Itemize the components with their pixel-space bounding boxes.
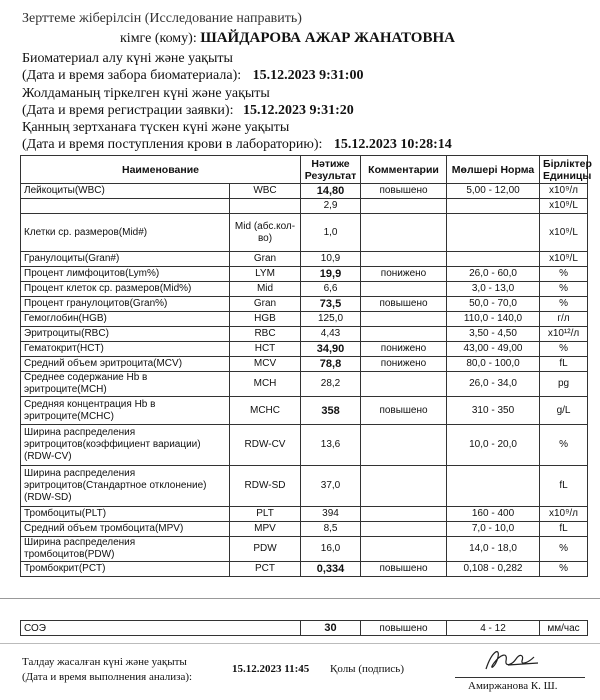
row-norm: 5,00 - 12,00 <box>447 184 540 199</box>
analysis-kz: Талдау жасалған күні және уақыты <box>22 656 187 668</box>
row-code: PLT <box>230 507 301 522</box>
row-name: Гранулоциты(Gran#) <box>21 252 230 267</box>
row-code: MCH <box>230 372 301 397</box>
lab-kz: Қанның зертханаға түскен күні және уақыты <box>22 120 290 135</box>
esr-result: 30 <box>301 621 361 636</box>
row-result: 6,6 <box>301 282 361 297</box>
signature-scribble <box>478 643 548 677</box>
row-code: Gran <box>230 297 301 312</box>
row-unit: x10⁹/L <box>540 214 588 252</box>
row-code <box>230 199 301 214</box>
row-name: Ширина распределения эритроцитов(Стандартное отклонение)(RDW-SD) <box>21 466 230 507</box>
row-comment <box>361 522 447 537</box>
table-header-row <box>21 156 588 184</box>
lab-ru: (Дата и время поступления крови в лабораторию): <box>22 137 323 152</box>
row-comment <box>361 327 447 342</box>
table-row <box>21 537 588 562</box>
table-row <box>21 297 588 312</box>
row-unit: % <box>540 267 588 282</box>
row-name: Средняя концентрация Hb в эритроците(MCHC) <box>21 397 230 425</box>
row-norm: 10,0 - 20,0 <box>447 425 540 466</box>
row-norm: 310 - 350 <box>447 397 540 425</box>
biomaterial-line <box>22 67 363 84</box>
table-row <box>21 327 588 342</box>
row-name: Процент лимфоцитов(Lym%) <box>21 267 230 282</box>
row-unit: % <box>540 342 588 357</box>
row-code: PCT <box>230 562 301 577</box>
row-unit: % <box>540 562 588 577</box>
row-norm: 43,00 - 49,00 <box>447 342 540 357</box>
biomaterial-ru: (Дата и время забора биоматериала): <box>22 68 242 83</box>
row-norm: 110,0 - 140,0 <box>447 312 540 327</box>
row-unit: % <box>540 425 588 466</box>
header-units: Бірліктер Единицы <box>540 156 588 184</box>
row-comment <box>361 252 447 267</box>
row-result: 4,43 <box>301 327 361 342</box>
row-code: RDW-SD <box>230 466 301 507</box>
header-comments: Комментарии <box>361 156 447 184</box>
referral-line: Зерттеме жіберілсін (Исследование направить) <box>22 11 302 26</box>
row-norm: 14,0 - 18,0 <box>447 537 540 562</box>
patient-name: ШАЙДАРОВА АЖАР ЖАНАТОВНА <box>200 30 455 46</box>
registration-datetime: 15.12.2023 9:31:20 <box>242 103 354 118</box>
table-row <box>21 372 588 397</box>
table-row <box>21 562 588 577</box>
patient-line <box>22 30 455 47</box>
table-row <box>21 184 588 199</box>
row-name: Клетки ср. размеров(Mid#) <box>21 214 230 252</box>
row-comment <box>361 372 447 397</box>
table-row <box>21 397 588 425</box>
row-comment <box>361 282 447 297</box>
header-norm: Мөлшері Норма <box>447 156 540 184</box>
row-result: 13,6 <box>301 425 361 466</box>
row-unit: fL <box>540 522 588 537</box>
table-row <box>21 466 588 507</box>
row-unit: fL <box>540 357 588 372</box>
table-row <box>21 199 588 214</box>
row-result: 8,5 <box>301 522 361 537</box>
row-result: 0,334 <box>301 562 361 577</box>
separator-line <box>0 598 600 599</box>
row-name: Тромбокрит(PCT) <box>21 562 230 577</box>
esr-unit: мм/час <box>540 621 588 636</box>
row-code: MCV <box>230 357 301 372</box>
row-name: Процент клеток ср. размеров(Mid%) <box>21 282 230 297</box>
signer-name: Амиржанова К. Ш. <box>468 680 558 692</box>
table-row <box>21 267 588 282</box>
table-row <box>21 522 588 537</box>
row-code: MPV <box>230 522 301 537</box>
row-comment: повышено <box>361 184 447 199</box>
table-row <box>21 507 588 522</box>
row-result: 2,9 <box>301 199 361 214</box>
row-norm: 0,108 - 0,282 <box>447 562 540 577</box>
row-code: RBC <box>230 327 301 342</box>
to-label: кімге (кому): <box>120 31 197 46</box>
row-result: 10,9 <box>301 252 361 267</box>
biomaterial-kz: Биоматериал алу күні және уақыты <box>22 51 233 66</box>
row-unit: x10¹²/л <box>540 327 588 342</box>
row-unit: % <box>540 537 588 562</box>
row-name: Средний объем эритроцита(MCV) <box>21 357 230 372</box>
results-table <box>20 155 592 577</box>
row-result: 19,9 <box>301 267 361 282</box>
row-code: HCT <box>230 342 301 357</box>
lab-line <box>22 136 452 153</box>
table-row <box>21 425 588 466</box>
esr-name: СОЭ <box>21 621 301 636</box>
row-result: 34,90 <box>301 342 361 357</box>
row-unit: % <box>540 282 588 297</box>
row-result: 28,2 <box>301 372 361 397</box>
row-code: WBC <box>230 184 301 199</box>
row-comment: повышено <box>361 397 447 425</box>
row-name <box>21 199 230 214</box>
row-norm: 26,0 - 34,0 <box>447 372 540 397</box>
signature-line <box>455 677 585 678</box>
row-result: 73,5 <box>301 297 361 312</box>
row-code: MCHC <box>230 397 301 425</box>
row-norm <box>447 252 540 267</box>
row-result: 358 <box>301 397 361 425</box>
signature-label: Қолы (подпись) <box>330 663 404 675</box>
row-code: Gran <box>230 252 301 267</box>
esr-table <box>20 620 588 636</box>
row-name: Процент гранулоцитов(Gran%) <box>21 297 230 312</box>
table-row <box>21 342 588 357</box>
row-comment: понижено <box>361 342 447 357</box>
row-code: RDW-CV <box>230 425 301 466</box>
analysis-datetime: 15.12.2023 11:45 <box>232 663 310 675</box>
row-norm <box>447 214 540 252</box>
row-unit: % <box>540 297 588 312</box>
table-row <box>21 282 588 297</box>
row-unit: pg <box>540 372 588 397</box>
row-norm: 160 - 400 <box>447 507 540 522</box>
header-name: Наименование <box>21 156 301 184</box>
row-name: Ширина распределения тромбоцитов(PDW) <box>21 537 230 562</box>
row-norm: 3,0 - 13,0 <box>447 282 540 297</box>
row-code: HGB <box>230 312 301 327</box>
row-comment: понижено <box>361 267 447 282</box>
row-result: 14,80 <box>301 184 361 199</box>
row-name: Средний объем тромбоцита(MPV) <box>21 522 230 537</box>
table-row <box>21 214 588 252</box>
esr-norm: 4 - 12 <box>447 621 540 636</box>
esr-row <box>21 621 588 636</box>
table-body <box>21 184 588 577</box>
row-unit: g/L <box>540 397 588 425</box>
row-result: 1,0 <box>301 214 361 252</box>
row-comment <box>361 537 447 562</box>
row-name: Гемоглобин(HGB) <box>21 312 230 327</box>
row-result: 394 <box>301 507 361 522</box>
registration-ru: (Дата и время регистрации заявки): <box>22 103 234 118</box>
row-norm <box>447 199 540 214</box>
row-norm <box>447 466 540 507</box>
row-comment <box>361 466 447 507</box>
row-name: Лейкоциты(WBC) <box>21 184 230 199</box>
row-code: Mid (абс.кол-во) <box>230 214 301 252</box>
row-result: 78,8 <box>301 357 361 372</box>
row-unit: г/л <box>540 312 588 327</box>
row-comment <box>361 507 447 522</box>
row-norm: 26,0 - 60,0 <box>447 267 540 282</box>
row-name: Гематокрит(HCT) <box>21 342 230 357</box>
biomaterial-datetime: 15.12.2023 9:31:00 <box>252 68 364 83</box>
row-name: Эритроциты(RBC) <box>21 327 230 342</box>
row-norm: 80,0 - 100,0 <box>447 357 540 372</box>
lab-datetime: 15.12.2023 10:28:14 <box>333 137 452 152</box>
row-unit: fL <box>540 466 588 507</box>
row-comment: повышено <box>361 297 447 312</box>
row-unit: x10⁹/л <box>540 507 588 522</box>
esr-comment: повышено <box>361 621 447 636</box>
row-comment <box>361 199 447 214</box>
row-result: 37,0 <box>301 466 361 507</box>
table-row <box>21 312 588 327</box>
row-name: Среднее содержание Hb в эритроците(MCH) <box>21 372 230 397</box>
row-comment <box>361 214 447 252</box>
row-unit: x10⁹/л <box>540 184 588 199</box>
row-norm: 3,50 - 4,50 <box>447 327 540 342</box>
row-comment <box>361 312 447 327</box>
analysis-ru: (Дата и время выполнения анализа): <box>22 671 193 683</box>
row-name: Тромбоциты(PLT) <box>21 507 230 522</box>
row-result: 16,0 <box>301 537 361 562</box>
row-norm: 7,0 - 10,0 <box>447 522 540 537</box>
row-norm: 50,0 - 70,0 <box>447 297 540 312</box>
registration-kz: Жолдаманың тіркелген күні және уақыты <box>22 86 270 101</box>
row-comment <box>361 425 447 466</box>
row-unit: x10⁹/L <box>540 252 588 267</box>
row-code: Mid <box>230 282 301 297</box>
table-row <box>21 357 588 372</box>
row-name: Ширина распределения эритроцитов(коэффициент вариации)(RDW-CV) <box>21 425 230 466</box>
row-unit: x10⁹/L <box>540 199 588 214</box>
table-row <box>21 252 588 267</box>
header-result: Нәтиже Результат <box>301 156 361 184</box>
row-result: 125,0 <box>301 312 361 327</box>
registration-line <box>22 102 354 119</box>
row-code: LYM <box>230 267 301 282</box>
row-comment: повышено <box>361 562 447 577</box>
row-code: PDW <box>230 537 301 562</box>
row-comment: понижено <box>361 357 447 372</box>
